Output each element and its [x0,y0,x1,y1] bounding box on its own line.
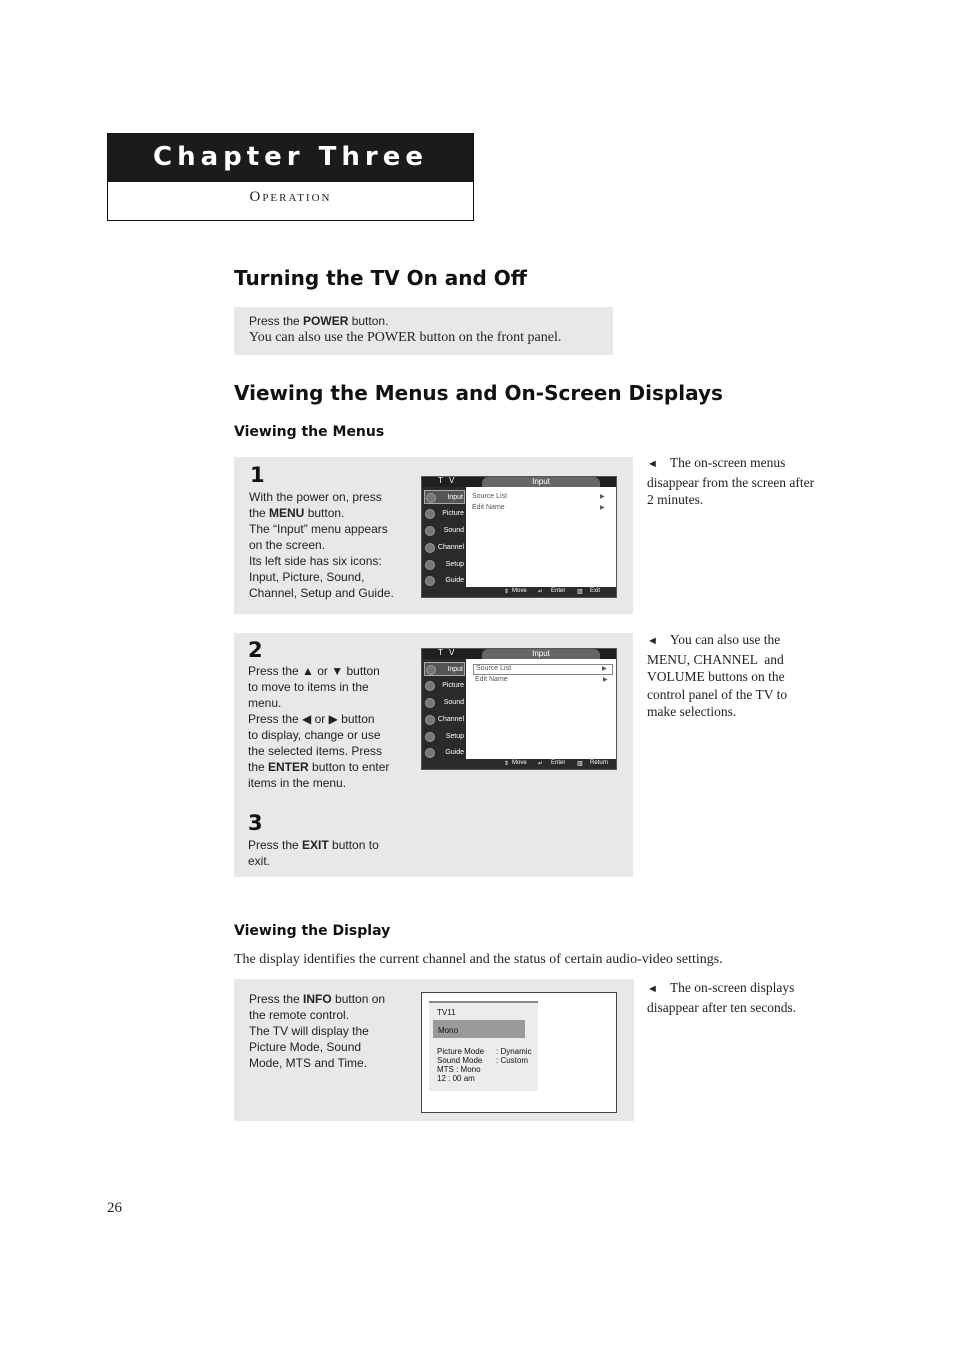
input-icon [426,665,436,675]
menu-item-channel: Channel [424,713,465,727]
picture-icon [425,509,435,519]
chapter-header [107,133,474,221]
tv-menu-screen [421,476,617,598]
channel-icon [425,715,435,725]
section-heading-menus: Viewing the Menus and On-Screen Displays [234,381,723,405]
setup-icon [425,560,435,570]
note-menus-timeout: ◄ The on-screen menus disappear from the screen after 2 minutes. [647,455,815,507]
info-panel [429,1001,538,1091]
menu-item-setup: Setup [424,558,465,572]
step1-text: With the power on, press the MENU button. The “Input” menu appears on the screen. Its left side has six icons: Input, Picture, Sound, Channel, Setup and Guide. [249,490,394,600]
tv-menu-header [422,477,616,487]
power-instruction: Press the POWER button. [249,314,389,328]
menu-item-sound: Sound [424,524,465,538]
menu-row-source-list: Source List ▶ [473,664,613,675]
enter-icon: ↵ [538,589,544,595]
channel-label: TV11 [437,1008,456,1017]
info-display-screen [421,992,617,1113]
left-arrow-icon: ◀ [302,712,312,726]
menu-item-channel: Channel [424,541,465,555]
menu-item-input: Input [424,490,465,504]
tv-label: T V [438,648,457,657]
note-control-panel: ◄ You can also use the MENU, CHANNEL and VOLUME buttons on the control panel of the TV to make selections. [647,632,788,719]
tv-menu-footer: ⇕ Move ↵ Enter ▥ Exit [422,587,616,597]
display-step-text: Press the INFO button on the remote control. The TV will display the Picture Mode, Sound Mode, MTS and Time. [249,992,386,1070]
menu-item-input: Input [424,662,465,676]
guide-icon [425,748,435,758]
menu-item-setup: Setup [424,730,465,744]
note-display-timeout: ◄ The on-screen displays disappear after ten seconds. [647,980,797,1015]
tv-menu-sidebar [422,659,466,759]
step3-text: Press the EXIT button to exit. [248,838,379,868]
return-icon: ▥ [577,761,583,767]
step-number: 2 [248,638,263,662]
menu-item-guide: Guide [424,746,465,760]
step-number: 1 [250,463,265,487]
chapter-subtitle: Operation [249,189,332,205]
menu-row-edit-name: Edit Name ▶ [475,676,608,683]
up-arrow-icon: ▲ [302,664,314,678]
power-info-box [234,307,613,355]
section-heading-power: Turning the TV On and Off [234,266,527,290]
sound-icon [425,526,435,536]
menu-item-guide: Guide [424,574,465,588]
page-number: 26 [107,1200,122,1216]
tv-menu-sidebar [422,487,466,587]
menu-item-picture: Picture [424,507,465,521]
menu-item-picture: Picture [424,679,465,693]
power-note: You can also use the POWER button on the front panel. [249,330,562,345]
down-arrow-icon: ▼ [331,664,344,678]
mts-label: MTS : Mono [437,1065,481,1074]
sound-mode-label: Sound Mode [437,1056,483,1065]
menu-item-sound: Sound [424,696,465,710]
move-icon: ⇕ [504,761,510,767]
subheading-viewing-menus: Viewing the Menus [234,424,385,440]
menu-tab: Input [482,649,600,659]
exit-icon: ▥ [577,589,583,595]
menu-row-source-list: Source List ▶ [472,493,605,500]
tv-menu-header [422,649,616,659]
sound-icon [425,698,435,708]
menu-tab: Input [482,477,600,487]
step2-text: Press the ▲ or ▼ button to move to items in the menu. Press the ◀ or ▶ button to display, change or use the selected items. Press the ENTER button to enter items in the menu. [248,664,390,790]
move-icon: ⇕ [504,589,510,595]
time-label: 12 : 00 am [437,1074,475,1083]
audio-label: Mono [438,1026,459,1035]
input-icon [426,493,436,503]
menu-row-edit-name: Edit Name ▶ [472,504,605,511]
setup-icon [425,732,435,742]
tv-label: T V [438,476,457,485]
picture-mode-value: : Dynamic [496,1047,532,1056]
guide-icon [425,576,435,586]
picture-mode-label: Picture Mode [437,1047,485,1056]
pointer-left-icon: ◄ [647,635,658,647]
display-intro: The display identifies the current channel and the status of certain audio-video settings. [234,952,723,967]
pointer-left-icon: ◄ [647,983,658,995]
enter-icon: ↵ [538,761,544,767]
pointer-left-icon: ◄ [647,458,658,470]
subheading-viewing-display: Viewing the Display [234,923,391,939]
tv-menu-footer: ⇕ Move ↵ Enter ▥ Return [422,759,616,769]
right-arrow-icon: ▶ [328,712,338,726]
chapter-title: Chapter Three [108,134,473,182]
channel-icon [425,543,435,553]
step-number: 3 [248,811,263,835]
tv-menu-screen [421,648,617,770]
picture-icon [425,681,435,691]
sound-mode-value: : Custom [496,1056,529,1065]
